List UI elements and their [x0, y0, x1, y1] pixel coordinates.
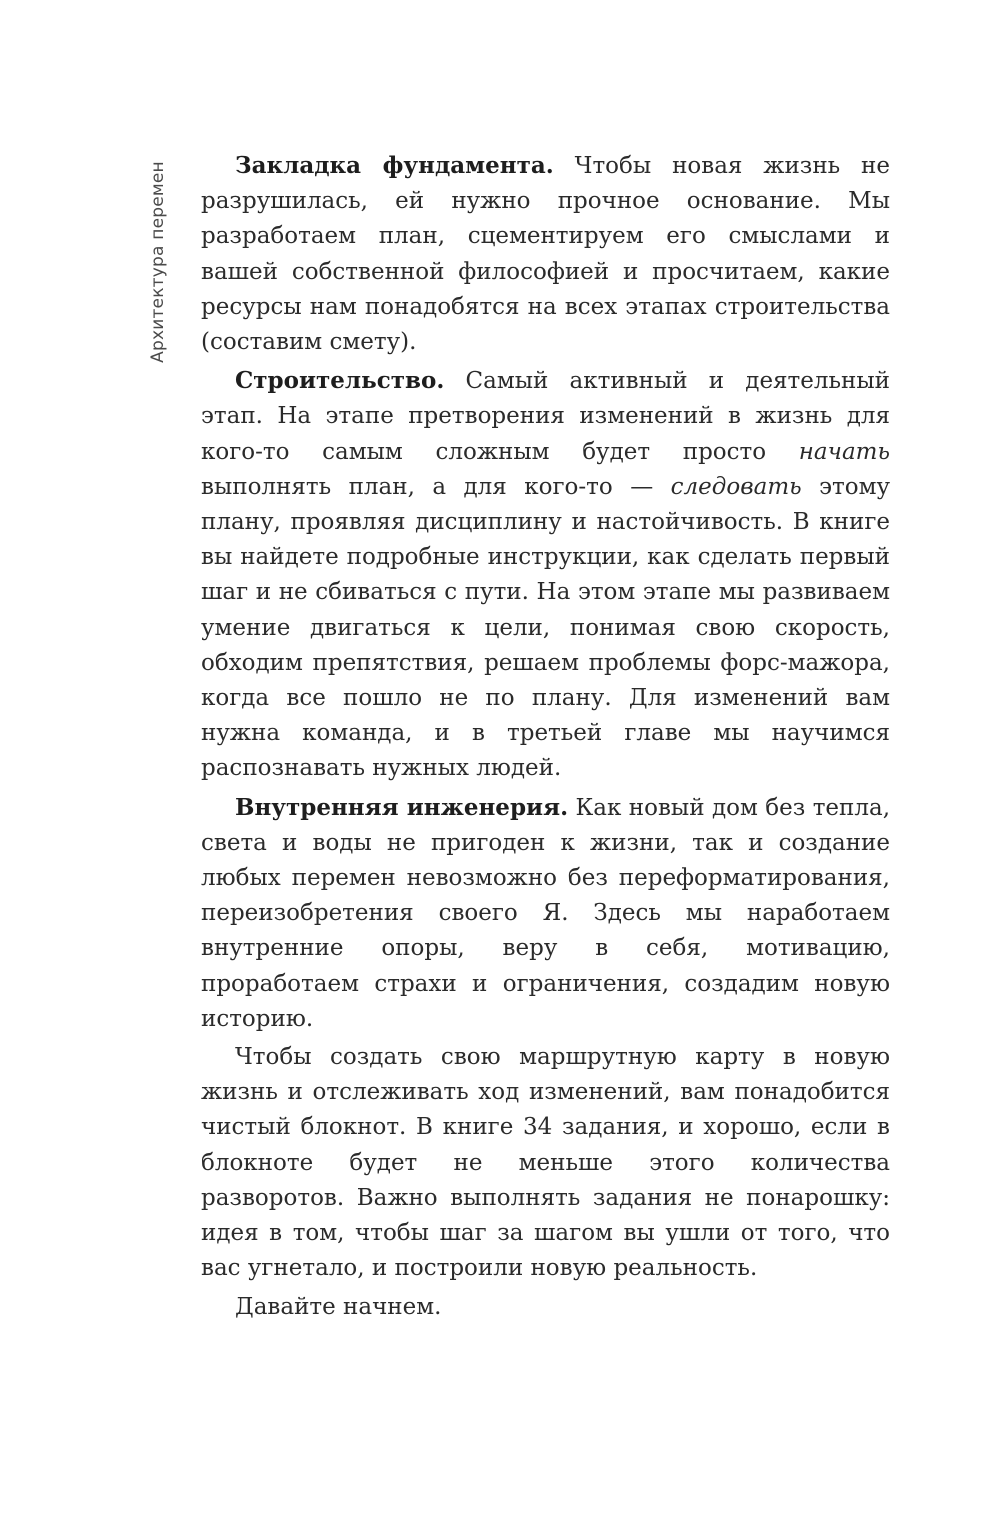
paragraph-text: этому плану, проявляя дисциплину и настойчивость. В книге вы найдете подробные инструкции, как сделать первый шаг и не сбиваться с пути. На этом этапе мы развиваем умение двигаться к цели, понимая свою скорость, обходим препятствия, решаем проблемы форс-мажора, когда все пошло не по плану. Для изменений вам нужна команда, и в третьей главе мы научимся распознавать нужных людей. [201, 473, 890, 782]
paragraph-lead: Строительство. [235, 367, 445, 395]
paragraph-text: Как новый дом без тепла, света и воды не пригоден к жизни, так и создание любых перемен невозможно без переформатирования, переизобретения своего Я. Здесь мы наработаем внутренние опоры, веру в себя, мотивацию, проработаем страхи и ограничения, создадим новую историю. [201, 794, 891, 1032]
emphasis-text: начать [798, 438, 890, 465]
emphasis-text: следовать [670, 473, 802, 500]
paragraph-construction [201, 363, 890, 786]
paragraph-text: Чтобы создать свою маршрутную карту в новую жизнь и отслеживать ход изменений, вам понадобится чистый блокнот. В книге 34 задания, и хорошо, если в блокноте будет не меньше этого количества разворотов. Важно выполнять задания не понарошку: идея в том, чтобы шаг за шагом вы ушли от того, что вас угнетало, и построили новую реальность. [201, 1044, 890, 1282]
paragraph-text: Чтобы новая жизнь не разрушилась, ей нужно прочное основание. Мы разработаем план, сцементируем его смыслами и вашей собственной философией и просчитаем, какие ресурсы нам понадобятся на всех этапах строительства (составим смету). [201, 153, 891, 356]
paragraph-notebook [201, 1040, 890, 1286]
paragraph-foundation [201, 148, 890, 360]
body-text [201, 148, 890, 1328]
paragraph-lead: Внутренняя инженерия. [235, 793, 569, 821]
paragraph-text: Давайте начнем. [235, 1293, 442, 1320]
paragraph-lead: Закладка фундамента. [235, 152, 554, 179]
paragraph-text: выполнять план, а для кого-то — [201, 473, 671, 500]
paragraph-inner-engineering [201, 790, 890, 1037]
running-head: Архитектура перемен [148, 161, 168, 363]
paragraph-closing [201, 1290, 890, 1325]
paragraph-text: Самый активный и деятельный этап. На этапе претворения изменений в жизнь для кого-то самым сложным будет просто [201, 368, 890, 465]
